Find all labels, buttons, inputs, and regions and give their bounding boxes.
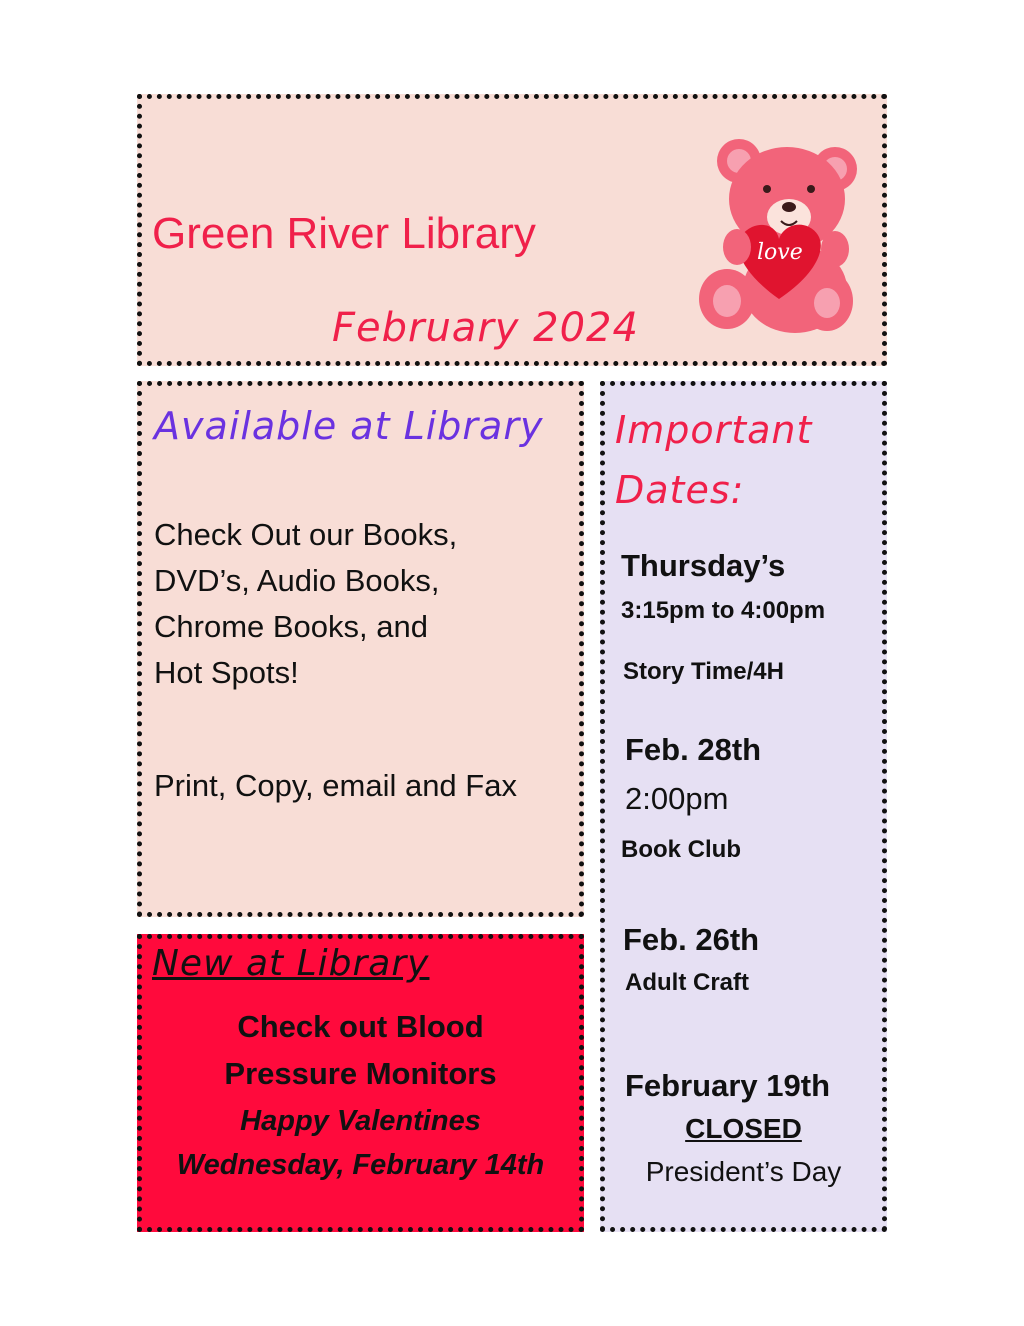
- new-line: Check out Blood: [237, 1009, 484, 1044]
- new-at-library-panel: [137, 934, 584, 1232]
- closed-status: CLOSED: [685, 1113, 802, 1144]
- available-line: Hot Spots!: [154, 655, 299, 690]
- new-title: New at Library: [152, 943, 430, 984]
- valentine-note: [142, 1099, 579, 1187]
- event-time: 3:15pm to 4:00pm: [621, 597, 826, 624]
- available-panel: [137, 381, 584, 917]
- dates-title: [615, 400, 812, 520]
- available-services: Print, Copy, email and Fax: [154, 768, 517, 803]
- month-title: February 2024: [332, 305, 639, 351]
- available-line: Chrome Books, and: [154, 609, 428, 644]
- teddy-bear-icon: [697, 129, 872, 339]
- svg-text:love: love: [757, 240, 803, 265]
- event-day: Feb. 26th: [623, 922, 760, 957]
- header-banner: [137, 94, 887, 366]
- valentine-line: Happy Valentines: [240, 1105, 481, 1137]
- available-line: DVD’s, Audio Books,: [154, 563, 440, 598]
- valentine-line: Wednesday, February 14th: [176, 1149, 545, 1181]
- event-day: Feb. 28th: [625, 732, 762, 767]
- available-title: Available at Library: [154, 404, 544, 448]
- event-name: Adult Craft: [625, 969, 749, 996]
- event-name: Book Club: [621, 836, 741, 863]
- event-name: Story Time/4H: [623, 658, 784, 685]
- new-line: Pressure Monitors: [224, 1056, 497, 1091]
- library-name: Green River Library: [152, 209, 536, 258]
- new-body: [142, 1003, 579, 1097]
- available-body: [154, 512, 457, 696]
- available-line: Check Out our Books,: [154, 517, 458, 552]
- event-name: President’s Day: [645, 1156, 842, 1187]
- dates-title-line: Important: [615, 408, 813, 452]
- important-dates-panel: [600, 381, 887, 1232]
- event-day: Thursday’s: [621, 548, 786, 583]
- event-time: 2:00pm: [625, 781, 729, 816]
- dates-title-line: Dates:: [615, 468, 745, 512]
- event-day: February 19th: [625, 1068, 831, 1103]
